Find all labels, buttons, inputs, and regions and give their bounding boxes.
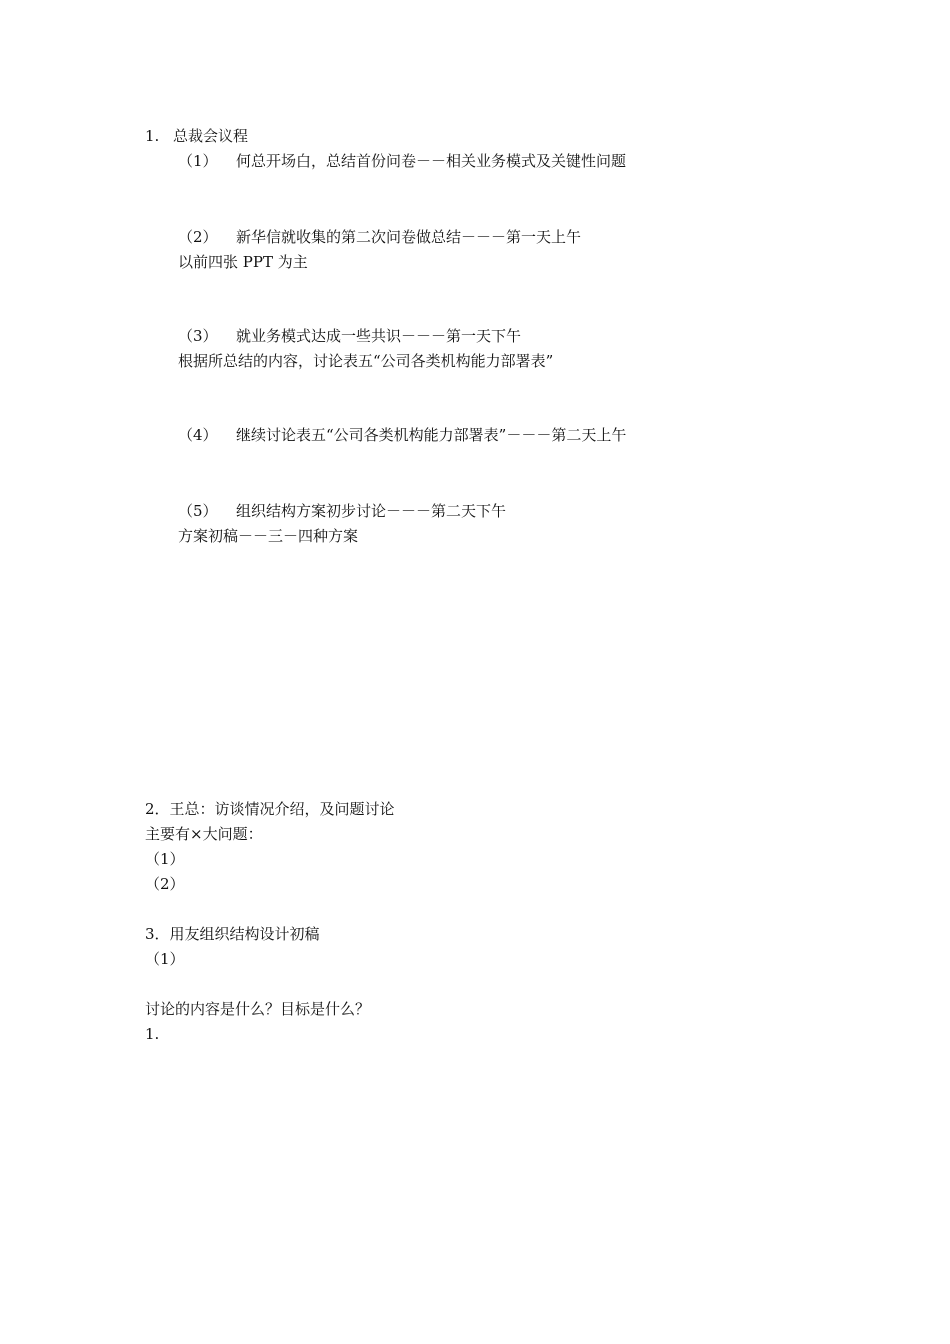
agenda-item-1-text: 何总开场白，总结首份问卷－－相关业务模式及关键性问题 [236, 152, 627, 170]
section3-item-1: （1） [145, 950, 185, 968]
section1-heading-text: 总裁会议程 [173, 127, 249, 145]
agenda-item-5-note: 方案初稿－－三－四种方案 [178, 527, 359, 545]
section2-heading: 2．王总：访谈情况介绍，及问题讨论 [145, 800, 395, 818]
agenda-item-4-number: （4） [178, 426, 218, 444]
agenda-item-2 [178, 227, 581, 247]
section1-heading-number: 1. [145, 127, 160, 145]
discussion-item-1: 1. [145, 1025, 160, 1043]
agenda-item-2-note: 以前四张 PPT 为主 [178, 253, 308, 271]
agenda-item-4 [178, 425, 626, 445]
agenda-item-1 [178, 151, 626, 171]
agenda-item-3-number: （3） [178, 327, 218, 345]
agenda-item-3-text: 就业务模式达成一些共识－－－第一天下午 [236, 327, 522, 345]
agenda-item-3-note: 根据所总结的内容，讨论表五“公司各类机构能力部署表” [178, 352, 554, 370]
agenda-item-5-number: （5） [178, 502, 218, 520]
section1-heading [145, 126, 248, 146]
agenda-item-4-text: 继续讨论表五“公司各类机构能力部署表”－－－第二天上午 [236, 426, 627, 444]
agenda-item-2-number: （2） [178, 228, 218, 246]
discussion-question: 讨论的内容是什么？目标是什么？ [145, 1000, 371, 1018]
agenda-item-1-number: （1） [178, 152, 218, 170]
section2-intro: 主要有×大问题： [145, 825, 263, 843]
section2-item-1: （1） [145, 850, 185, 868]
section2-item-2: （2） [145, 875, 185, 893]
section3-heading: 3．用友组织结构设计初稿 [145, 925, 320, 943]
agenda-item-3 [178, 326, 521, 346]
agenda-item-5-text: 组织结构方案初步讨论－－－第二天下午 [236, 502, 507, 520]
agenda-item-2-text: 新华信就收集的第二次问卷做总结－－－第一天上午 [236, 228, 582, 246]
agenda-item-5 [178, 501, 506, 521]
